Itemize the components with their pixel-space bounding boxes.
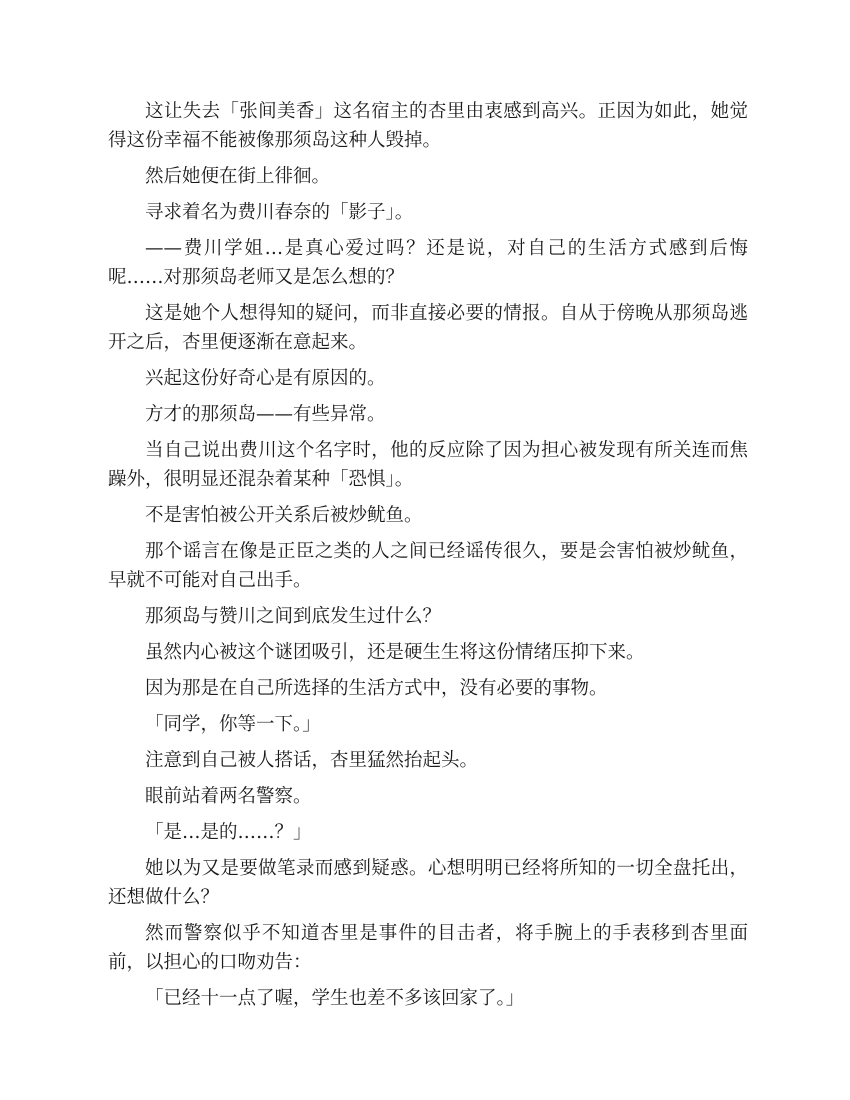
paragraph: 然后她便在街上徘徊。 — [145, 166, 331, 187]
paragraph: 因为那是在自己所选择的生活方式中，没有必要的事物。 — [145, 678, 608, 699]
paragraph: ——费川学姐…是真心爱过吗？还是说，对自己的生活方式感到后悔呢……对那须岛老师又是怎么想的？ — [108, 238, 748, 288]
paragraph: 然而警察似乎不知道杏里是事件的目击者，将手腕上的手表移到杏里面前，以担心的口吻劝告： — [108, 923, 748, 973]
paragraph: 方才的那须岛——有些异常。 — [145, 404, 386, 425]
paragraph: 这让失去「张间美香」这名宿主的杏里由衷感到高兴。正因为如此，她觉得这份幸福不能被像那须岛这种人毁掉。 — [108, 101, 748, 151]
paragraph: 兴起这份好奇心是有原因的。 — [145, 368, 386, 389]
paragraph: 「同学，你等一下。」 — [145, 714, 321, 735]
paragraph: 注意到自己被人搭话，杏里猛然抬起头。 — [145, 750, 479, 771]
paragraph: 当自己说出费川这个名字时，他的反应除了因为担心被发现有所关连而焦躁外，很明显还混杂着某种「恐惧」。 — [108, 440, 748, 490]
paragraph: 寻求着名为费川春奈的「影子」。 — [145, 202, 414, 223]
paragraph: 那个谣言在像是正臣之类的人之间已经谣传很久，要是会害怕被炒鱿鱼，早就不可能对自己出手。 — [108, 541, 748, 591]
paragraph: 不是害怕被公开关系后被炒鱿鱼。 — [145, 505, 423, 526]
paragraph: 这是她个人想得知的疑问，而非直接必要的情报。自从于傍晚从那须岛逃开之后，杏里便逐渐在意起来。 — [108, 303, 748, 353]
paragraph: 眼前站着两名警察。 — [145, 786, 312, 807]
paragraph: 「已经十一点了喔，学生也差不多该回家了。」 — [145, 988, 525, 1009]
paragraph: 那须岛与赞川之间到底发生过什么？ — [145, 606, 442, 627]
paragraph: 虽然内心被这个谜团吸引，还是硬生生将这份情绪压抑下来。 — [145, 642, 645, 663]
body-text — [108, 97, 748, 1020]
paragraph: 「是…是的……？」 — [145, 822, 312, 843]
paragraph: 她以为又是要做笔录而感到疑惑。心想明明已经将所知的一切全盘托出，还想做什么？ — [108, 858, 748, 908]
